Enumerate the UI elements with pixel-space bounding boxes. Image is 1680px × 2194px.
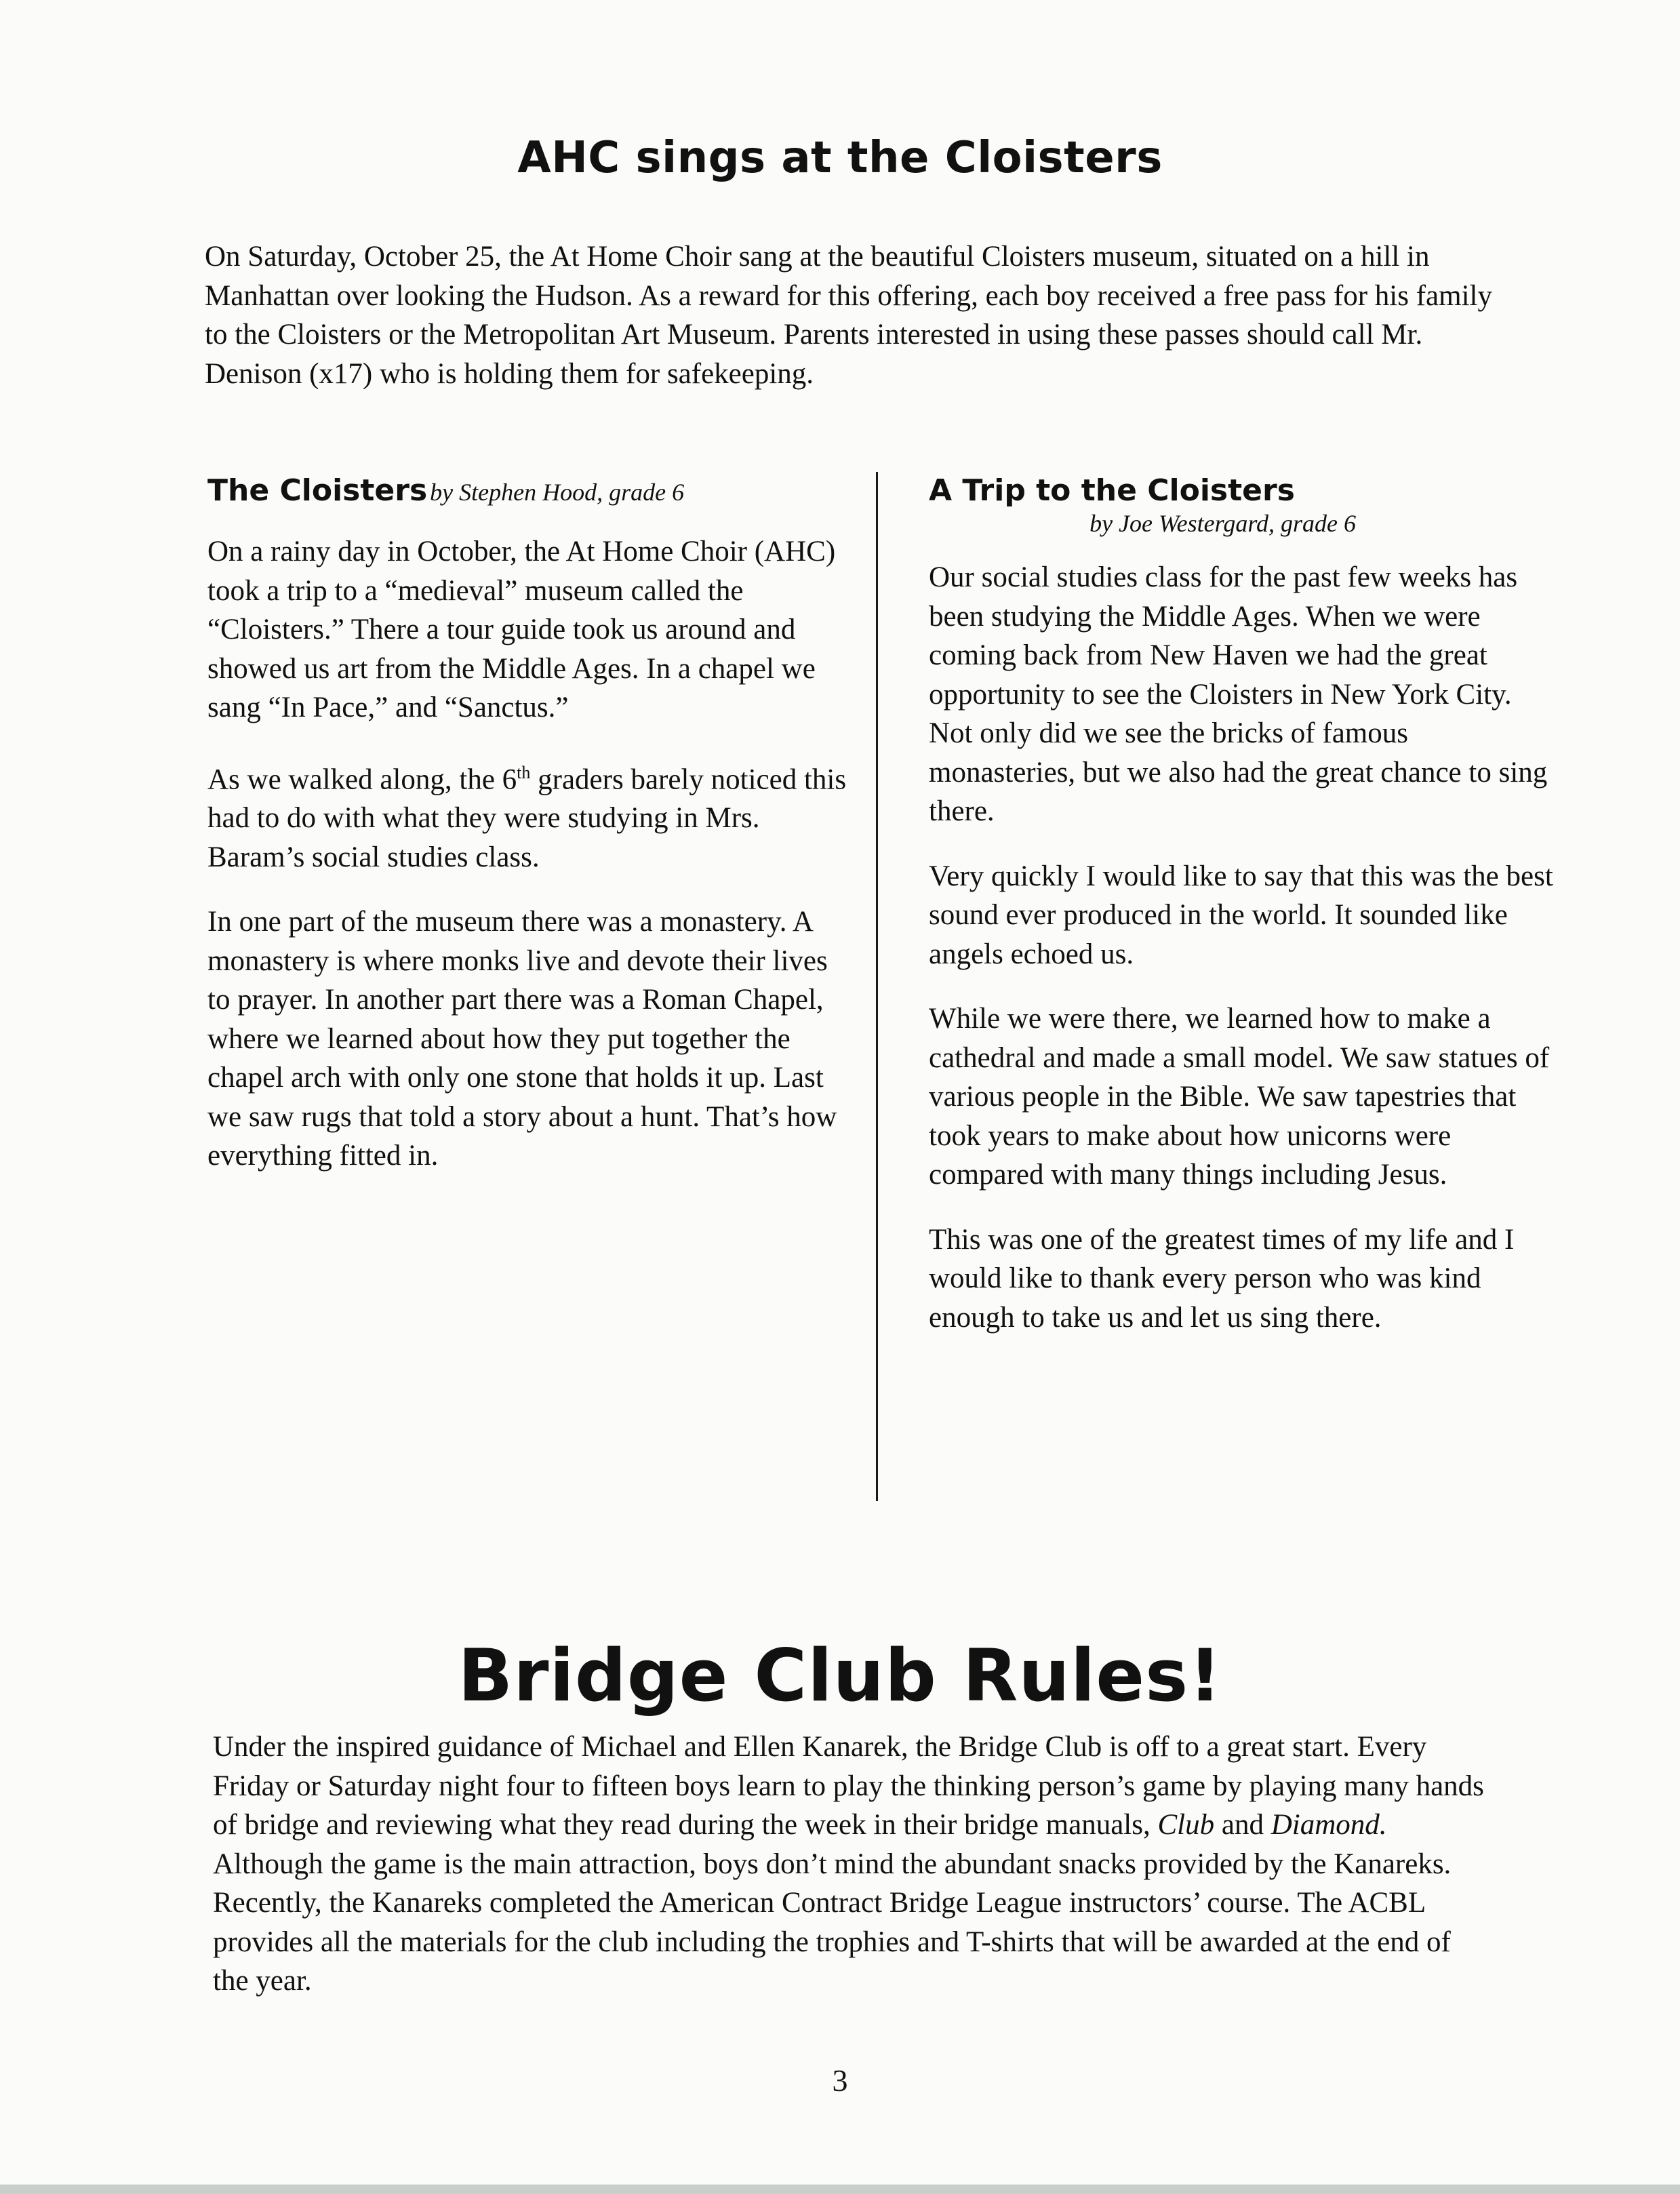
bridge-italic-diamond: Diamond. xyxy=(1271,1809,1387,1841)
bridge-club-paragraph xyxy=(213,1728,1487,2001)
bridge-text-c: Although the game is the main attraction, boys don’t mind the abundant snacks provided by the Kanareks. Recently, the Kanareks completed the American Contract Bridge League instructors’ course. The ACBL provides all the materials for the club including the trophies and T-shirts that will be awarded at the end of the year. xyxy=(213,1848,1452,1997)
left-paragraph: On a rainy day in October, the At Home Choir (AHC) took a trip to a “medieval” museum called the “Cloisters.” There a tour guide took us around and showed us art from the Middle Ages. In a chapel we sang “In Pace,” and “Sanctus.” xyxy=(207,536,836,723)
ordinal-superscript: th xyxy=(517,762,531,782)
right-article-title: A Trip to the Cloisters xyxy=(929,473,1295,508)
article-headline-cloisters: AHC sings at the Cloisters xyxy=(517,133,1163,183)
right-paragraph: This was one of the greatest times of my life and I would like to thank every person who was kind enough to take us and let us sing there. xyxy=(929,1223,1515,1334)
left-paragraph xyxy=(207,753,852,877)
bridge-text-a: Under the inspired guidance of Michael and Ellen Kanarek, the Bridge Club is off to a great start. Every Friday or Saturday night four to fifteen boys learn to play the thinking person’s game by playing many hands of bridge and reviewing what they read during the week in their bridge manuals, xyxy=(213,1731,1484,1841)
right-column-article xyxy=(929,473,1559,1363)
left-paragraph-tail: graders barely xyxy=(530,763,704,795)
left-column-article xyxy=(207,473,852,1201)
left-paragraph: In one part of the museum there was a monastery. A monastery is where monks live and devote their lives to prayer. In another part there was a Roman Chapel, where we learned about how they put together the chapel arch with only one stone that holds it up. Last we saw rugs that told a story about a hunt. That’s how everything fitted in. xyxy=(207,906,837,1172)
left-article-byline: by Stephen Hood, grade 6 xyxy=(430,479,685,506)
article-intro-paragraph: On Saturday, October 25, the At Home Choir sang at the beautiful Cloisters museum, situated on a hill in Manhattan over looking the Hudson. As a reward for this offering, each boy received a free pass for his family to the Cloisters or the Metropolitan Art Museum. Parents interested in using these passes should call Mr. Denison (x17) who is holding them for safekeeping. xyxy=(205,241,1492,390)
right-article-heading xyxy=(929,473,1559,538)
right-paragraph: Our social studies class for the past few weeks has been studying the Middle Ages. When we were coming back from New Haven we had the great opportunity to see the Cloisters in New York City. Not only did we see the bricks of famous monasteries, but we also had the great chance to sing there. xyxy=(929,561,1548,827)
left-paragraph-rest: noticed this had to do with what they were studying in Mrs. Baram’s social studies class. xyxy=(207,763,847,873)
right-paragraph: Very quickly I would like to say that this was the best sound ever produced in the world. It sounded like angels echoed us. xyxy=(929,860,1553,970)
bridge-text-b: and xyxy=(1214,1809,1271,1841)
left-paragraph-lead: As we walked along, the 6 xyxy=(207,763,517,795)
left-article-title: The Cloisters xyxy=(207,473,428,508)
right-paragraph: While we were there, we learned how to make a cathedral and made a small model. We saw statues of various people in the Bible. We saw tapestries that took years to make about how unicorns were compared with many things including Jesus. xyxy=(929,1003,1550,1191)
bridge-italic-club: Club xyxy=(1157,1809,1215,1841)
article-headline-bridge-club: Bridge Club Rules! xyxy=(458,1634,1222,1717)
left-article-heading xyxy=(207,473,852,508)
page-number: 3 xyxy=(832,2063,848,2098)
right-article-byline: by Joe Westergard, grade 6 xyxy=(1089,510,1356,537)
scan-edge-strip xyxy=(0,2185,1680,2194)
column-divider xyxy=(876,472,878,1501)
